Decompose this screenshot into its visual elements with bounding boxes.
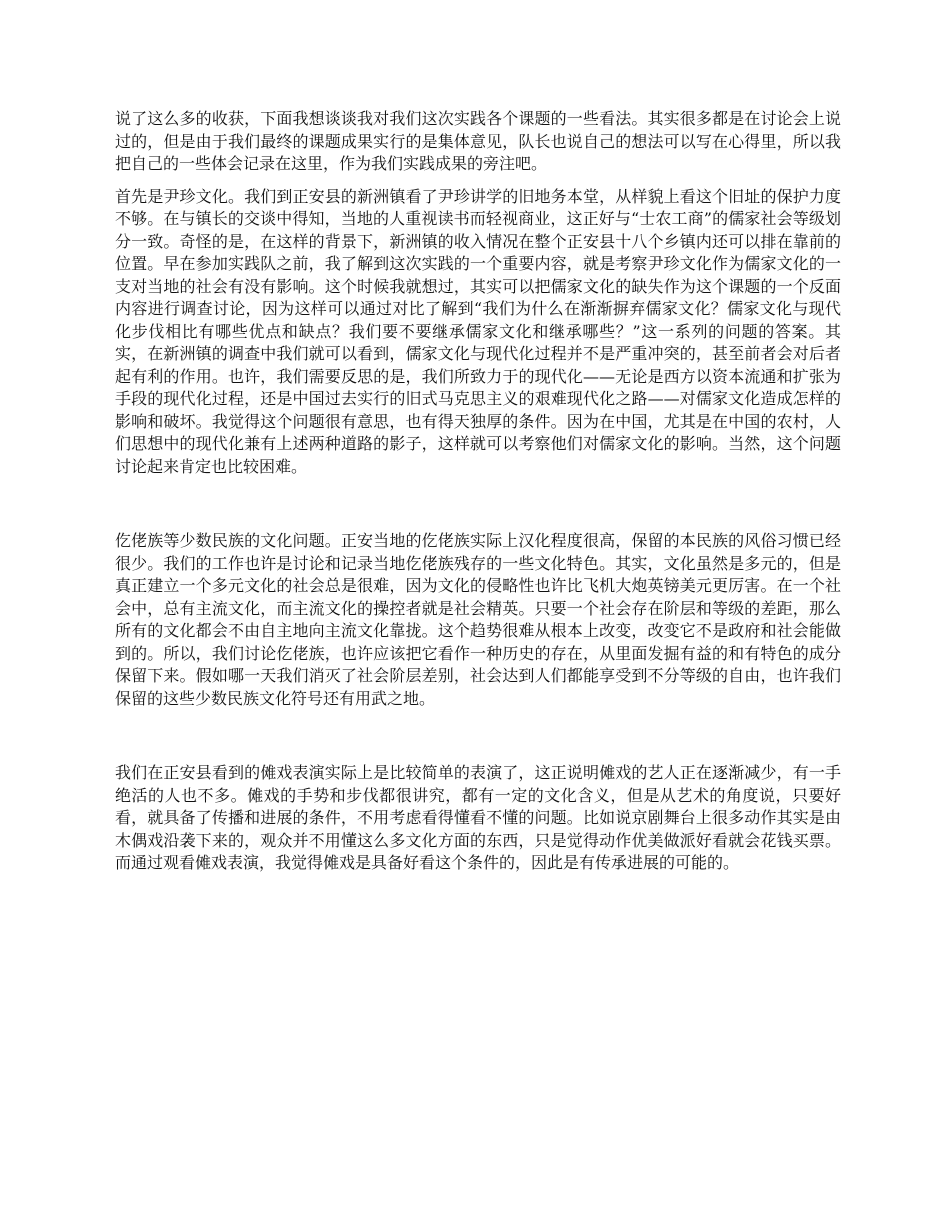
paragraph-gelao-culture: 仡佬族等少数民族的文化问题。正安当地的仡佬族实际上汉化程度很高，保留的本民族的风俗习惯已经很少。我们的工作也许是讨论和记录当地仡佬族残存的一些文化特色。其实，文化虽然是多元的，但是真正建立一个多元文化的社会总是很难，因为文化的侵略性也许比飞机大炮英镑美元更厉害。在一个社会中，总有主流文化，而主流文化的操控者就是社会精英。只要一个社会存在阶层和等级的差距，那么所有的文化都会不由自主地向主流文化靠拢。这个趋势很难从根本上改变，改变它不是政府和社会能做到的。所以，我们讨论仡佬族，也许应该把它看作一种历史的存在，从里面发掘有益的和有特色的成分保留下来。假如哪一天我们消灭了社会阶层差别，社会达到人们都能享受到不分等级的自由，也许我们保留的这些少数民族文化符号还有用武之地。 — [115, 531, 841, 708]
paragraph-spacer — [115, 710, 841, 762]
paragraph-nuo-opera: 我们在正安县看到的傩戏表演实际上是比较简单的表演了，这正说明傩戏的艺人正在逐渐减少，有一手绝活的人也不多。傩戏的手势和步伐都很讲究，都有一定的文化含义，但是从艺术的角度说，只要好看，就具备了传播和进展的条件，不用考虑看得懂看不懂的问题。比如说京剧舞台上很多动作其实是由木偶戏沿袭下来的，观众并不用懂这么多文化方面的东西，只是觉得动作优美做派好看就会花钱买票。而通过观看傩戏表演，我觉得傩戏是具备好看这个条件的，因此是有传承进展的可能的。 — [115, 763, 841, 872]
paragraph-spacer — [115, 176, 841, 186]
paragraph-yinzhen-culture: 首先是尹珍文化。我们到正安县的新洲镇看了尹珍讲学的旧地务本堂，从样貌上看这个旧址的保护力度不够。在与镇长的交谈中得知，当地的人重视读书而轻视商业，这正好与“士农工商”的儒家社会等级划分一致。奇怪的是，在这样的背景下，新洲镇的收入情况在整个正安县十八个乡镇内还可以排在靠前的位置。早在参加实践队之前，我了解到这次实践的一个重要内容，就是考察尹珍文化作为儒家文化的一支对当地的社会有没有影响。这个时候我就想过，其实可以把儒家文化的缺失作为这个课题的一个反面内容进行调查讨论，因为这样可以通过对比了解到“我们为什么在渐渐摒弃儒家文化？儒家文化与现代化步伐相比有哪些优点和缺点？我们要不要继承儒家文化和继承哪些？”这一系列的问题的答案。其实，在新洲镇的调查中我们就可以看到，儒家文化与现代化过程并不是严重冲突的，甚至前者会对后者起有利的作用。也许，我们需要反思的是，我们所致力于的现代化——无论是西方以资本流通和扩张为手段的现代化过程，还是中国过去实行的旧式马克思主义的艰难现代化之路——对儒家文化造成怎样的影响和破坏。我觉得这个问题很有意思，也有得天独厚的条件。因为在中国，尤其是在中国的农村，人们思想中的现代化兼有上述两种道路的影子，这样就可以考察他们对儒家文化的影响。当然，这个问题讨论起来肯定也比较困难。 — [115, 186, 841, 476]
paragraph-spacer — [115, 478, 841, 530]
document-body — [115, 108, 841, 875]
paragraph-reflections-intro: 说了这么多的收获，下面我想谈谈我对我们这次实践各个课题的一些看法。其实很多都是在讨论会上说过的，但是由于我们最终的课题成果实行的是集体意见，队长也说自己的想法可以写在心得里，所以我把自己的一些体会记录在这里，作为我们实践成果的旁注吧。 — [115, 109, 841, 173]
